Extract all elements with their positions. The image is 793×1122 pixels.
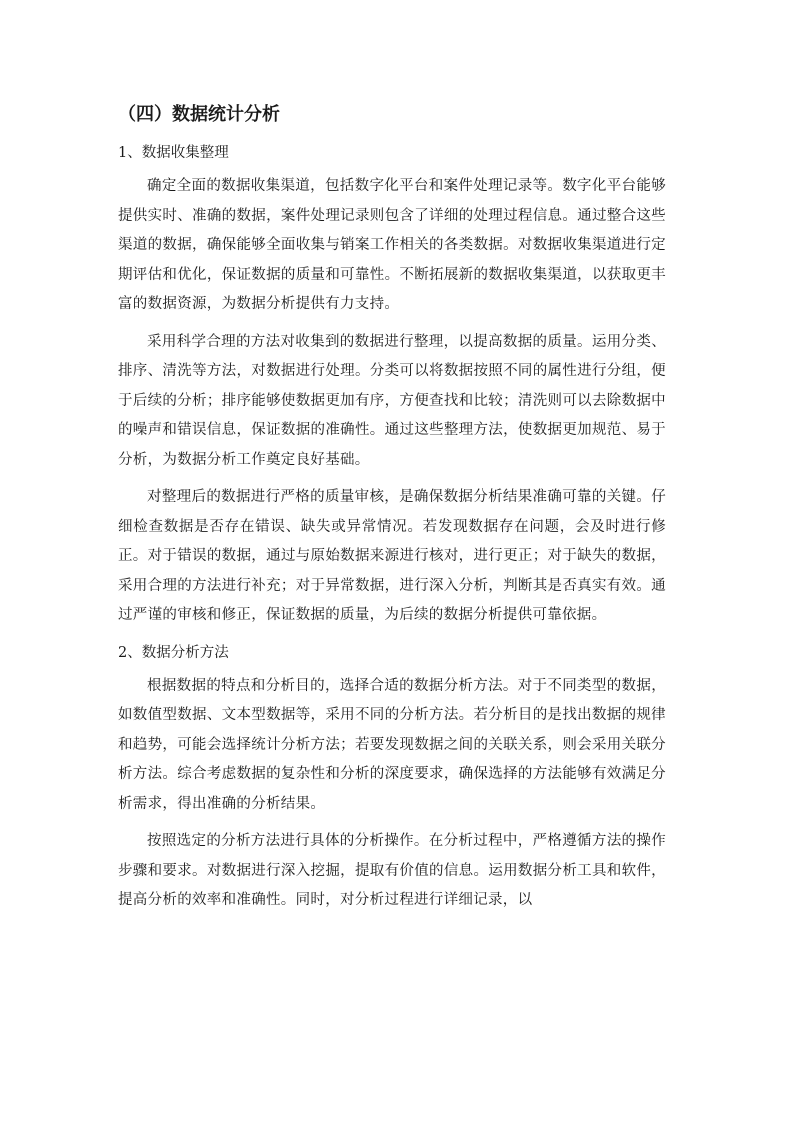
section-title: （四）数据统计分析 xyxy=(118,104,280,125)
subsection-heading-data-collection: 1、数据收集整理 xyxy=(118,145,229,161)
paragraph: 对整理后的数据进行严格的质量审核，是确保数据分析结果准确可靠的关键。仔细检查数据是否存在错误、缺失或异常情况。若发现数据存在问题，会及时进行修正。对于错误的数据，通过与原始数据来源进行核对，进行更正；对于缺失的数据，采用合理的方法进行补充；对于异常数据，进行深入分析，判断其是否真实有效。通过严谨的审核和修正，保证数据的质量，为后续的数据分析提供可靠依据。 xyxy=(118,489,666,623)
paragraph: 确定全面的数据收集渠道，包括数字化平台和案件处理记录等。数字化平台能够提供实时、准确的数据，案件处理记录则包含了详细的处理过程信息。通过整合这些渠道的数据，确保能够全面收集与销案工作相关的各类数据。对数据收集渠道进行定期评估和优化，保证数据的质量和可靠性。不断拓展新的数据收集渠道，以获取更丰富的数据资源，为数据分析提供有力支持。 xyxy=(118,178,666,312)
paragraph: 采用科学合理的方法对收集到的数据进行整理，以提高数据的质量。运用分类、排序、清洗等方法，对数据进行处理。分类可以将数据按照不同的属性进行分组，便于后续的分析；排序能够使数据更加有序，方便查找和比较；清洗则可以去除数据中的噪声和错误信息，保证数据的准确性。通过这些整理方法，使数据更加规范、易于分析，为数据分析工作奠定良好基础。 xyxy=(118,333,666,468)
paragraph: 按照选定的分析方法进行具体的分析操作。在分析过程中，严格遵循方法的操作步骤和要求。对数据进行深入挖掘，提取有价值的信息。运用数据分析工具和软件，提高分析的效率和准确性。同时，对分析过程进行详细记录，以 xyxy=(118,833,666,908)
subsection-heading-analysis-methods: 2、数据分析方法 xyxy=(118,644,229,661)
paragraph: 根据数据的特点和分析目的，选择合适的数据分析方法。对于不同类型的数据，如数值型数据、文本型数据等，采用不同的分析方法。若分析目的是找出数据的规律和趋势，可能会选择统计分析方法；若要发现数据之间的关联关系，则会采用关联分析方法。综合考虑数据的复杂性和分析的深度要求，确保选择的方法能够有效满足分析需求，得出准确的分析结果。 xyxy=(118,677,666,812)
document-body xyxy=(118,100,666,924)
